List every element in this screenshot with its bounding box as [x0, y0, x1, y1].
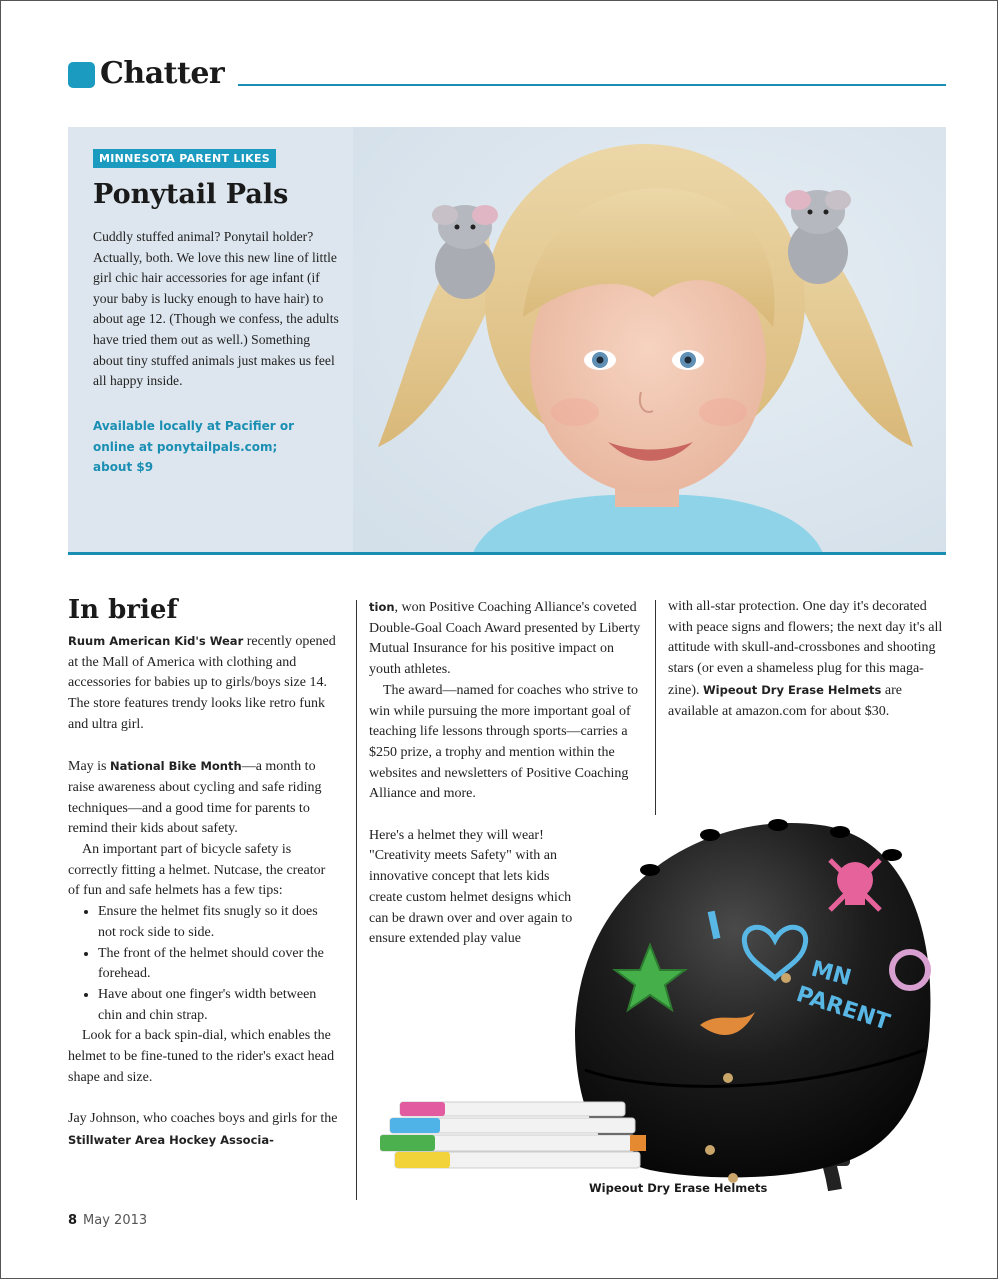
column-divider — [356, 600, 357, 1200]
page-footer — [68, 1213, 147, 1228]
brief-column-3 — [668, 597, 944, 722]
helmet-intro: An important part of bicycle safety is correctly fitting a helmet. Nutcase, the creator of fun and safe helmets has a few tips: — [68, 842, 326, 899]
feature-tag: MINNESOTA PARENT LIKES — [93, 149, 276, 168]
girl-photo — [353, 127, 946, 553]
section-title: Chatter — [100, 56, 225, 91]
brief-column-1 — [68, 631, 338, 1152]
helmet-caption: Wipeout Dry Erase Helmets — [589, 1181, 768, 1195]
spin-dial-paragraph: Look for a back spin-dial, which enables the helmet to be fine-tuned to the rider's exact head shape and size. — [68, 1028, 335, 1085]
column-divider — [655, 600, 656, 815]
helmet-description: with all-star protection. One day it's decorated with peace signs and flowers; the next day it's all attitude with skull-and-crossbones and shooting stars (or even a shameless plug for this maga-zine). Wipeout Dry Erase Helmets are available at amazon.com for about $30. — [668, 599, 943, 719]
helmet-art-parent: PARENT — [793, 981, 893, 1036]
section-rule — [238, 84, 946, 86]
brief-title: In brief — [68, 595, 178, 625]
helmet-art-i: I — [702, 902, 726, 949]
feature-title: Ponytail Pals — [93, 179, 289, 210]
feature-body: Cuddly stuffed animal? Ponytail holder? Actually, both. We love this new line of little girl chic hair accessories for age infant (if your baby is lucky enough to have hair) to about age 12. (Though we confess, the adults have tried them out as well.) Something about tiny stuffed animals just makes us feel all happy inside. — [93, 229, 339, 389]
helmet-photo — [380, 800, 940, 1210]
helmet-tips-list — [68, 902, 338, 1026]
ruum-paragraph: Ruum American Kid's Wear recently opened at the Mall of America with clothing and accessories for babies up to girls/boys size 14. The store features trendy looks like retro funk and ultra girl. — [68, 634, 336, 732]
helmet-art-mn: MN — [808, 956, 854, 992]
issue-date: May 2013 — [83, 1213, 148, 1228]
hockey-association-name: Stillwater Area Hockey Associa- — [68, 1132, 274, 1147]
section-square-icon — [68, 62, 95, 88]
award-paragraph: tion, won Positive Coaching Alliance's coveted Double-Goal Coach Award presented by Liberty Mutual Insurance for his positive impact on youth athletes. — [369, 600, 641, 678]
feature-availability: Available locally at Pacifier or online at ponytailpals.com; about $9 — [93, 419, 295, 474]
bike-month-name: National Bike Month — [110, 759, 242, 774]
list-item: • Ensure the helmet fits snugly so it does not rock side to side. — [98, 902, 338, 943]
helmet-promo-paragraph: Here's a helmet they will wear! "Creativity meets Safety" with an innovative concept that lets kids create custom helmet designs which can be drawn over and over again to ensure extended play value — [369, 827, 573, 947]
wipeout-helmet-name: Wipeout Dry Erase Helmets — [702, 682, 882, 697]
bike-month-paragraph: May is National Bike Month—a month to raise awareness about cycling and safe riding techniques—and a good time for parents to remind their kids about safety. — [68, 759, 322, 837]
page-number: 8 — [68, 1213, 78, 1228]
feature-bottom-rule — [68, 552, 946, 555]
section-header — [68, 58, 946, 90]
list-item: • Have about one finger's width between chin and chin strap. — [98, 985, 338, 1026]
jay-johnson-paragraph: Jay Johnson, who coaches boys and girls for the Stillwater Area Hockey Associa- — [68, 1111, 338, 1147]
award-detail-paragraph: The award—named for coaches who strive to win while pursuing the more important goal of teaching life lessons through sports—carries a $250 prize, a trophy and mention within the websites and newsletters of Positive Coaching Alliance and more. — [369, 682, 639, 802]
ruum-store-name: Ruum American Kid's Wear — [68, 634, 244, 648]
list-item: • The front of the helmet should cover the forehead. — [98, 944, 338, 985]
feature-box — [68, 127, 946, 553]
